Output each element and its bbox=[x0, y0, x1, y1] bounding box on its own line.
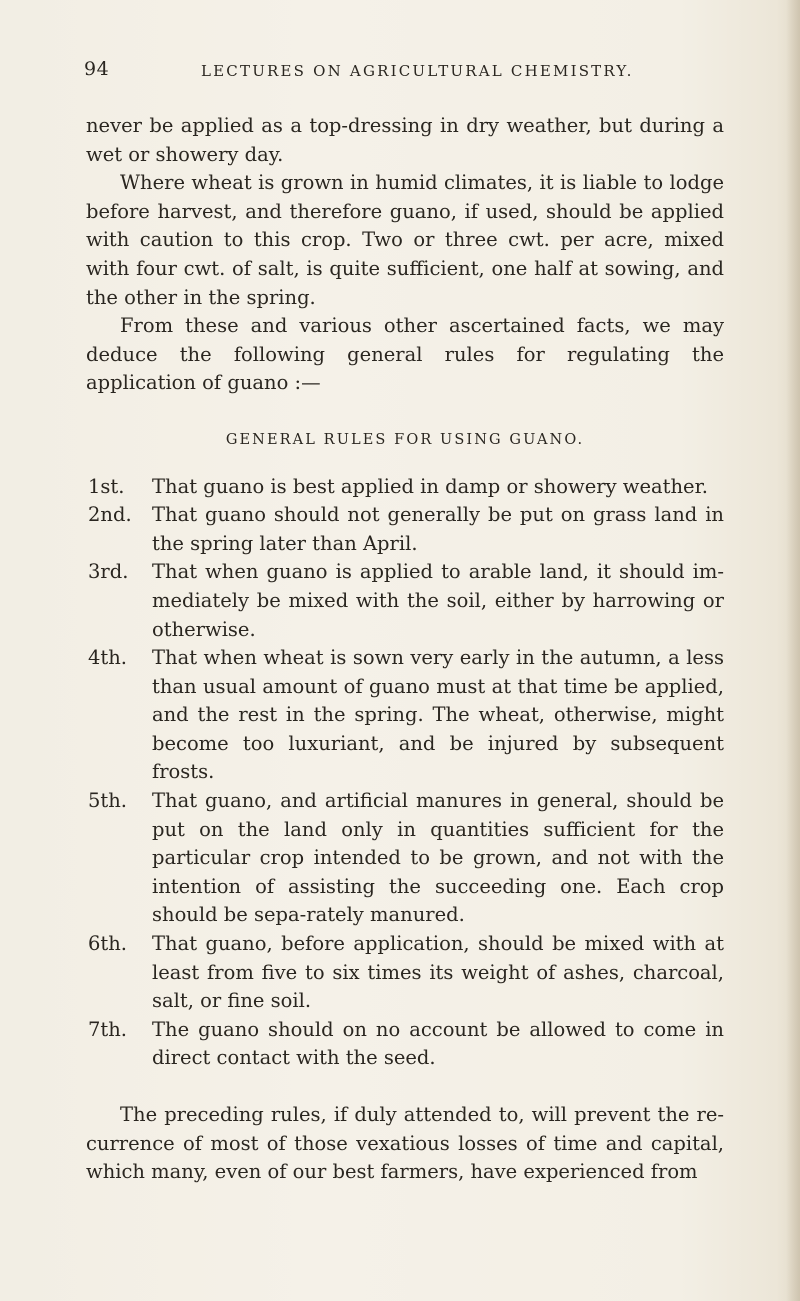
rule-number: 7th. bbox=[88, 1017, 127, 1041]
rule-text: That guano, and artificial manures in general, should be put on the land only in quantities sufficient for the particular crop intended to be grown, and not with the intention of assisting the succeeding one. Each crop should be sepa-rately manured. bbox=[152, 789, 724, 927]
rule-text: That when guano is applied to arable land, it should im-mediately be mixed with the soil, either by harrowing or otherwise. bbox=[152, 560, 724, 641]
page-body bbox=[86, 112, 724, 1187]
rule-text: That guano, before application, should be mixed with at least from five to six times its weight of ashes, charcoal, salt, or fine soil. bbox=[152, 932, 724, 1013]
paragraph-wheat: Where wheat is grown in humid climates, it is liable to lodge before harvest, and therefore guano, if used, should be applied with caution to this crop. Two or three cwt. per acre, mixed with four cwt. of salt, is quite sufficient, one half at sowing, and the other in the spring. bbox=[86, 171, 724, 309]
rule-item bbox=[86, 644, 724, 787]
rule-item bbox=[86, 558, 724, 644]
rule-number: 1st. bbox=[88, 474, 125, 498]
running-header bbox=[84, 58, 724, 86]
rule-number: 6th. bbox=[88, 932, 127, 956]
rule-item bbox=[86, 501, 724, 558]
rule-text: That when wheat is sown very early in the autumn, a less than usual amount of guano must at that time be applied, and the rest in the spring. The wheat, otherwise, might become too luxuriant, and be injured by subsequent frosts. bbox=[152, 646, 724, 784]
rules-list bbox=[86, 473, 724, 1073]
page-number: 94 bbox=[84, 58, 110, 80]
rule-text: That guano should not generally be put on grass land in the spring later than April. bbox=[152, 503, 724, 555]
section-heading: GENERAL RULES FOR USING GUANO. bbox=[225, 431, 585, 448]
rule-item bbox=[86, 473, 724, 502]
page-edge-shadow bbox=[786, 0, 800, 1301]
rule-item bbox=[86, 930, 724, 1016]
rule-text: The guano should on no account be allowed to come in direct contact with the seed. bbox=[152, 1017, 724, 1070]
rule-item bbox=[86, 787, 724, 930]
paragraph-closing: The preceding rules, if duly attended to, will prevent the re-currence of most of those vexatious losses of time and capital, which many, even of our best farmers, have experienced from bbox=[86, 1103, 724, 1184]
rule-number: 3rd. bbox=[88, 560, 129, 584]
rule-number: 5th. bbox=[88, 789, 127, 813]
rule-item bbox=[86, 1016, 724, 1073]
rule-number: 4th. bbox=[88, 646, 127, 670]
rule-number: 2nd. bbox=[88, 503, 132, 527]
paragraph-deduce: From these and various other ascertained facts, we may deduce the following general rules for regulating the application of guano :— bbox=[86, 314, 724, 395]
rule-text: That guano is best applied in damp or showery weather. bbox=[152, 474, 708, 498]
paragraph-continuation: never be applied as a top-dressing in dry weather, but during a wet or showery day. bbox=[86, 114, 724, 166]
running-title: LECTURES ON AGRICULTURAL CHEMISTRY. bbox=[201, 62, 634, 80]
